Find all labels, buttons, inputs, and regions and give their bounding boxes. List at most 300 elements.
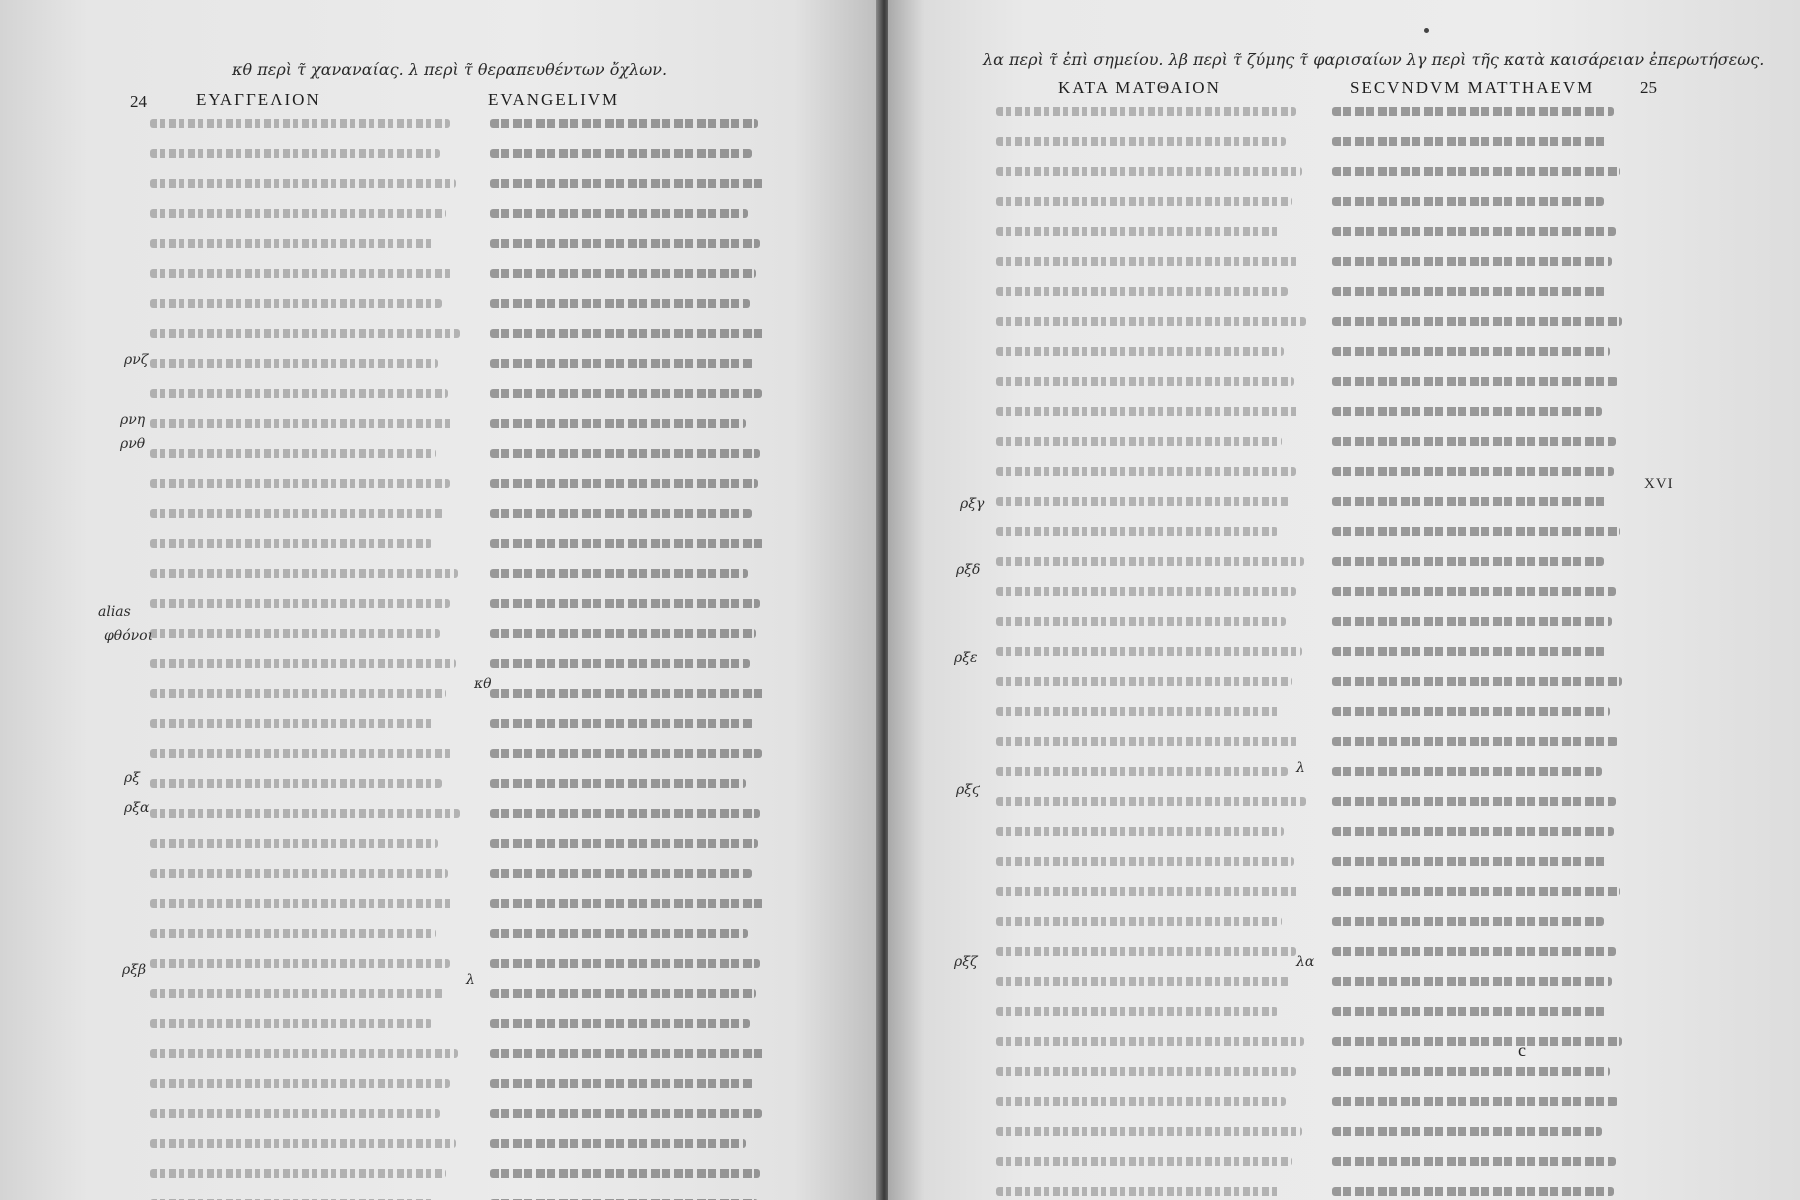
text-line-ink: [996, 947, 1296, 956]
text-line-ink: [150, 389, 448, 398]
text-line: [996, 816, 1306, 846]
text-line-ink: [996, 437, 1282, 446]
right-page: [888, 0, 1800, 1200]
text-line: [490, 138, 770, 168]
text-line: [1332, 516, 1632, 546]
text-line-ink: [1332, 227, 1616, 236]
right-margin-note: ρξζ: [954, 954, 978, 970]
text-line-ink: [996, 1097, 1286, 1106]
text-line: [996, 606, 1306, 636]
text-line-ink: [150, 1019, 432, 1028]
text-line-ink: [490, 959, 760, 968]
text-line-ink: [1332, 1097, 1618, 1106]
text-line-ink: [1332, 917, 1604, 926]
text-line-ink: [150, 299, 442, 308]
text-line: [996, 876, 1306, 906]
text-line: [490, 588, 770, 618]
left-margin-note: ρνθ: [120, 436, 146, 452]
text-line-ink: [150, 689, 446, 698]
text-line-ink: [1332, 317, 1622, 326]
text-line-ink: [1332, 137, 1608, 146]
text-line-ink: [1332, 1157, 1616, 1166]
text-line-ink: [490, 869, 752, 878]
text-line: [490, 288, 770, 318]
text-line-ink: [490, 509, 752, 518]
text-line: [490, 738, 770, 768]
left-handwritten-header: κθ περὶ τ̃ χαναναίας. λ περὶ τ̃ θεραπευθέντων ὄχλων.: [232, 60, 668, 79]
text-line-ink: [1332, 287, 1606, 296]
text-line: [996, 576, 1306, 606]
text-line-ink: [996, 107, 1296, 116]
text-line-ink: [996, 197, 1292, 206]
text-line-ink: [1332, 887, 1620, 896]
text-line-ink: [490, 539, 764, 548]
text-line-ink: [996, 977, 1290, 986]
text-line-ink: [150, 269, 452, 278]
left-folio-number: 24: [130, 92, 147, 111]
text-line: [996, 906, 1306, 936]
text-line-ink: [150, 749, 452, 758]
text-line-ink: [490, 989, 756, 998]
text-line-ink: [490, 419, 746, 428]
text-line-ink: [996, 887, 1300, 896]
text-line-ink: [150, 539, 432, 548]
text-line: [996, 156, 1306, 186]
text-line-ink: [490, 209, 748, 218]
text-line: [150, 498, 468, 528]
left-greek-column: [150, 108, 468, 1200]
text-line: [150, 678, 468, 708]
text-line: [490, 798, 770, 828]
text-line-ink: [1332, 947, 1616, 956]
text-line-ink: [150, 959, 450, 968]
text-line: [150, 738, 468, 768]
text-line: [996, 276, 1306, 306]
text-line: [490, 348, 770, 378]
text-line-ink: [996, 557, 1304, 566]
text-line-ink: [1332, 467, 1614, 476]
text-line: [150, 1128, 468, 1158]
text-line: [996, 666, 1306, 696]
text-line-ink: [150, 1139, 456, 1148]
text-line: [1332, 996, 1632, 1026]
left-page: [0, 0, 882, 1200]
text-line: [490, 558, 770, 588]
text-line: [150, 858, 468, 888]
text-line: [150, 228, 468, 258]
text-line: [1332, 696, 1632, 726]
text-line: [150, 1188, 468, 1200]
text-line: [150, 798, 468, 828]
text-line-ink: [150, 659, 456, 668]
text-line-ink: [490, 449, 760, 458]
text-line: [1332, 366, 1632, 396]
text-line-ink: [490, 1049, 766, 1058]
text-line: [996, 696, 1306, 726]
text-line: [490, 438, 770, 468]
text-line: [490, 1188, 770, 1200]
text-line: [1332, 756, 1632, 786]
text-line-ink: [490, 479, 758, 488]
text-line: [996, 1176, 1306, 1200]
text-line-ink: [996, 797, 1306, 806]
text-line: [1332, 876, 1632, 906]
text-line-ink: [150, 1169, 446, 1178]
text-line-ink: [490, 179, 764, 188]
text-line: [1332, 636, 1632, 666]
text-line-ink: [1332, 347, 1610, 356]
text-line: [996, 1056, 1306, 1086]
text-line: [1332, 306, 1632, 336]
right-folio-number: 25: [1640, 78, 1657, 97]
text-line: [490, 228, 770, 258]
text-line-ink: [996, 767, 1288, 776]
text-line-ink: [996, 377, 1294, 386]
text-line: [490, 498, 770, 528]
text-line-ink: [996, 137, 1286, 146]
text-line-ink: [490, 1109, 762, 1118]
text-line-ink: [996, 857, 1294, 866]
text-line-ink: [1332, 527, 1620, 536]
text-line: [1332, 486, 1632, 516]
text-line: [1332, 576, 1632, 606]
left-latin-column: [490, 108, 770, 1200]
text-line-ink: [996, 1157, 1292, 1166]
right-handwritten-header: λα περὶ τ̃ ἐπὶ σημείου. λβ περὶ τ̃ ζύμης τ̃ φαρισαίων λγ περὶ τῆς κατὰ καισάρειαν ἐπερωτήσεως.: [983, 50, 1765, 69]
right-greek-column: [996, 96, 1306, 1200]
text-line: [996, 306, 1306, 336]
text-line-ink: [490, 149, 752, 158]
left-running-head-greek: ΕΥΑΓΓΕΛΙΟΝ: [196, 90, 321, 109]
text-line: [150, 1098, 468, 1128]
text-line-ink: [1332, 767, 1602, 776]
text-line-ink: [150, 899, 454, 908]
text-line: [490, 978, 770, 1008]
text-line: [490, 768, 770, 798]
text-line: [150, 558, 468, 588]
text-line: [490, 108, 770, 138]
text-line: [1332, 456, 1632, 486]
text-line-ink: [150, 869, 448, 878]
text-line-ink: [490, 569, 748, 578]
text-line-ink: [996, 1067, 1296, 1076]
text-line-ink: [996, 167, 1302, 176]
text-line: [1332, 846, 1632, 876]
text-line: [1332, 1056, 1632, 1086]
signature-mark: c: [1518, 1040, 1526, 1060]
text-line-ink: [150, 1049, 458, 1058]
text-line-ink: [1332, 1037, 1622, 1046]
text-line: [490, 618, 770, 648]
text-line: [150, 288, 468, 318]
text-line-ink: [1332, 167, 1620, 176]
text-line: [150, 378, 468, 408]
text-line: [490, 528, 770, 558]
right-latin-column: [1332, 96, 1632, 1200]
text-line-ink: [150, 599, 450, 608]
text-line-ink: [996, 287, 1288, 296]
text-line-ink: [490, 1079, 754, 1088]
text-line: [996, 966, 1306, 996]
left-margin-note: ρξα: [124, 800, 150, 816]
text-line: [150, 348, 468, 378]
right-margin-note: λ: [1296, 760, 1305, 776]
text-line-ink: [996, 407, 1300, 416]
text-line: [1332, 156, 1632, 186]
text-line-ink: [996, 1037, 1304, 1046]
text-line-ink: [490, 899, 764, 908]
left-running-head-latin: EVANGELIVM: [488, 90, 620, 109]
text-line-ink: [1332, 857, 1608, 866]
text-line: [1332, 426, 1632, 456]
text-line-ink: [1332, 1127, 1602, 1136]
text-line: [490, 258, 770, 288]
text-line: [150, 258, 468, 288]
text-line-ink: [150, 779, 442, 788]
text-line-ink: [996, 497, 1290, 506]
text-line: [996, 996, 1306, 1026]
text-line: [490, 1008, 770, 1038]
text-line: [996, 846, 1306, 876]
left-margin-note: ρξβ: [122, 962, 147, 978]
right-margin-note: ρξγ: [960, 496, 985, 512]
text-line-ink: [150, 929, 436, 938]
text-line-ink: [996, 707, 1280, 716]
text-line: [996, 96, 1306, 126]
text-line: [996, 516, 1306, 546]
text-line: [490, 468, 770, 498]
text-line-ink: [1332, 797, 1616, 806]
text-line-ink: [150, 329, 460, 338]
text-line: [996, 366, 1306, 396]
text-line-ink: [1332, 737, 1618, 746]
text-line: [1332, 1146, 1632, 1176]
text-line-ink: [996, 1127, 1302, 1136]
text-line-ink: [996, 677, 1292, 686]
text-line-ink: [490, 719, 754, 728]
text-line-ink: [150, 509, 444, 518]
text-line: [490, 1038, 770, 1068]
text-line-ink: [996, 467, 1296, 476]
text-line-ink: [490, 299, 750, 308]
text-line: [490, 888, 770, 918]
text-line-ink: [1332, 1187, 1614, 1196]
text-line: [490, 858, 770, 888]
text-line: [1332, 246, 1632, 276]
text-line-ink: [490, 749, 762, 758]
text-line-ink: [996, 587, 1296, 596]
text-line-ink: [150, 989, 444, 998]
text-line: [490, 708, 770, 738]
text-line-ink: [1332, 1007, 1606, 1016]
text-line-ink: [1332, 107, 1614, 116]
left-margin-note: λ: [466, 972, 475, 988]
left-margin-note: alias: [98, 604, 131, 620]
text-line: [490, 918, 770, 948]
text-line: [490, 1128, 770, 1158]
text-line: [1332, 1176, 1632, 1200]
text-line: [996, 216, 1306, 246]
left-margin-note: ρνζ: [124, 352, 149, 368]
text-line-ink: [490, 1139, 746, 1148]
text-line: [996, 756, 1306, 786]
text-line-ink: [490, 389, 762, 398]
text-line: [150, 438, 468, 468]
text-line-ink: [1332, 617, 1612, 626]
text-line-ink: [150, 149, 440, 158]
text-line: [150, 108, 468, 138]
text-line: [1332, 1116, 1632, 1146]
text-line: [1332, 186, 1632, 216]
paper-speck: [1424, 28, 1429, 33]
text-line-ink: [996, 647, 1302, 656]
text-line-ink: [150, 1109, 440, 1118]
text-line: [150, 168, 468, 198]
text-line: [996, 456, 1306, 486]
text-line: [490, 1158, 770, 1188]
text-line-ink: [150, 239, 434, 248]
text-line-ink: [996, 227, 1280, 236]
text-line: [150, 708, 468, 738]
text-line: [1332, 276, 1632, 306]
text-line-ink: [150, 839, 438, 848]
text-line: [996, 726, 1306, 756]
left-margin-note: ρξ: [124, 770, 140, 786]
text-line: [490, 168, 770, 198]
text-line-ink: [490, 659, 750, 668]
text-line: [490, 318, 770, 348]
text-line: [996, 126, 1306, 156]
text-line-ink: [490, 119, 758, 128]
text-line: [150, 468, 468, 498]
text-line-ink: [996, 827, 1284, 836]
text-line-ink: [150, 1079, 450, 1088]
text-line: [1332, 1086, 1632, 1116]
text-line: [996, 486, 1306, 516]
text-line-ink: [1332, 827, 1614, 836]
text-line: [490, 1098, 770, 1128]
text-line: [150, 138, 468, 168]
text-line: [996, 426, 1306, 456]
text-line-ink: [996, 317, 1306, 326]
text-line: [490, 198, 770, 228]
text-line: [996, 786, 1306, 816]
text-line: [150, 648, 468, 678]
text-line-ink: [1332, 647, 1606, 656]
text-line: [1332, 666, 1632, 696]
text-line: [1332, 336, 1632, 366]
text-line-ink: [1332, 587, 1616, 596]
text-line-ink: [150, 179, 456, 188]
text-line-ink: [490, 1019, 750, 1028]
text-line-ink: [150, 479, 450, 488]
right-margin-note: ρξε: [954, 650, 978, 666]
text-line: [996, 636, 1306, 666]
text-line: [996, 936, 1306, 966]
text-line-ink: [150, 719, 434, 728]
text-line: [996, 546, 1306, 576]
text-line-ink: [150, 629, 440, 638]
text-line: [490, 828, 770, 858]
text-line-ink: [996, 347, 1284, 356]
text-line: [1332, 396, 1632, 426]
text-line: [150, 828, 468, 858]
text-line: [1332, 816, 1632, 846]
text-line: [150, 408, 468, 438]
text-line-ink: [996, 917, 1282, 926]
text-line-ink: [1332, 497, 1608, 506]
text-line-ink: [490, 629, 756, 638]
right-margin-note: ρξϛ: [956, 782, 980, 798]
text-line-ink: [150, 449, 436, 458]
left-margin-note: ρνη: [120, 412, 146, 428]
text-line: [996, 1026, 1306, 1056]
text-line: [490, 648, 770, 678]
text-line-ink: [150, 209, 446, 218]
text-line: [1332, 216, 1632, 246]
text-line-ink: [490, 1169, 760, 1178]
text-line: [996, 1116, 1306, 1146]
text-line: [996, 186, 1306, 216]
chapter-mark: XVI: [1644, 476, 1674, 492]
text-line: [996, 396, 1306, 426]
text-line-ink: [490, 359, 754, 368]
text-line: [1332, 726, 1632, 756]
text-line-ink: [996, 1187, 1280, 1196]
text-line: [150, 588, 468, 618]
text-line-ink: [490, 839, 758, 848]
text-line: [1332, 786, 1632, 816]
text-line: [490, 948, 770, 978]
text-line-ink: [490, 329, 766, 338]
text-line-ink: [490, 779, 746, 788]
right-margin-note: ρξδ: [956, 562, 981, 578]
text-line-ink: [996, 737, 1298, 746]
text-line-ink: [996, 617, 1286, 626]
text-line: [1332, 96, 1632, 126]
text-line-ink: [490, 809, 760, 818]
text-line-ink: [1332, 257, 1612, 266]
text-line: [1332, 966, 1632, 996]
text-line-ink: [1332, 437, 1616, 446]
text-line: [1332, 606, 1632, 636]
text-line-ink: [1332, 677, 1622, 686]
text-line: [150, 918, 468, 948]
text-line: [1332, 546, 1632, 576]
text-line: [490, 378, 770, 408]
text-line-ink: [150, 119, 450, 128]
text-line-ink: [996, 527, 1278, 536]
right-running-head-greek: ΚΑΤΑ ΜΑΤΘΑΙΟΝ: [1058, 78, 1221, 97]
text-line-ink: [1332, 557, 1604, 566]
text-line: [150, 618, 468, 648]
text-line-ink: [1332, 407, 1602, 416]
text-line-ink: [1332, 197, 1604, 206]
text-line-ink: [1332, 377, 1618, 386]
left-margin-note: κθ: [474, 676, 492, 692]
text-line: [1332, 936, 1632, 966]
text-line-ink: [150, 419, 454, 428]
text-line-ink: [150, 359, 438, 368]
text-line: [490, 678, 770, 708]
text-line: [490, 1068, 770, 1098]
text-line: [1332, 906, 1632, 936]
text-line-ink: [1332, 977, 1612, 986]
text-line: [150, 948, 468, 978]
text-line: [996, 1146, 1306, 1176]
text-line: [150, 1008, 468, 1038]
text-line-ink: [150, 809, 460, 818]
